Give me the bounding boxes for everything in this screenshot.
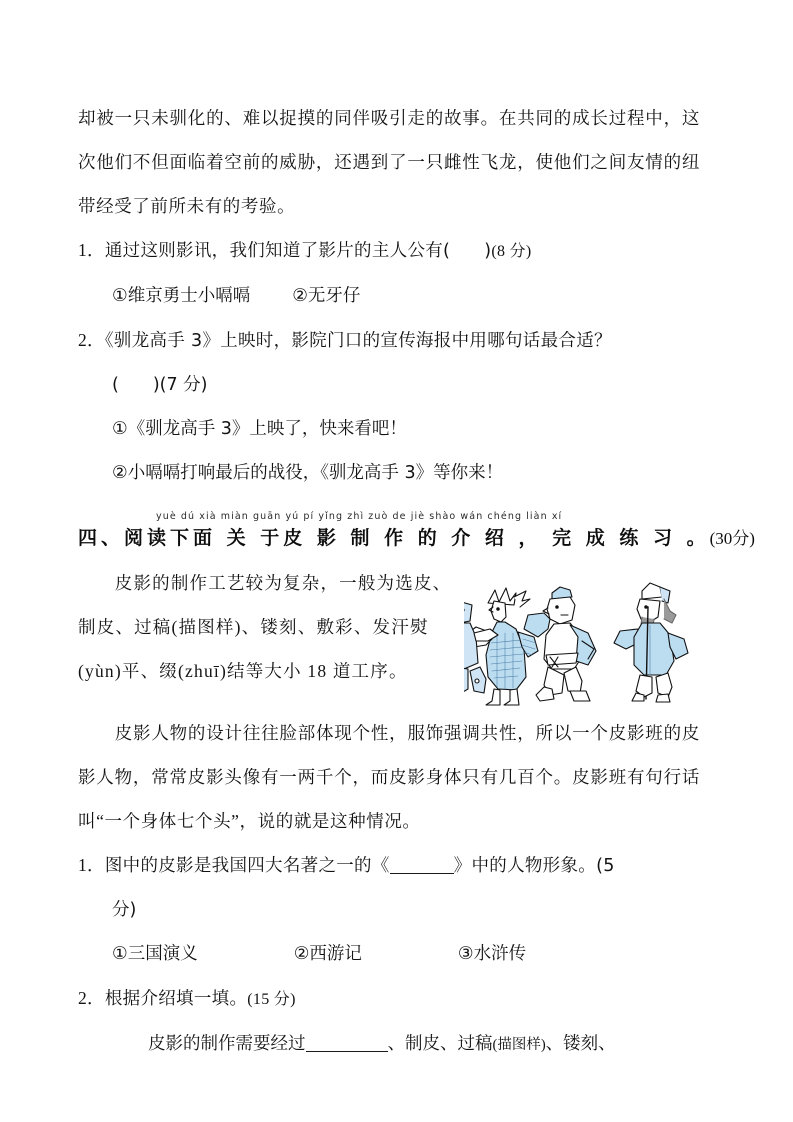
section-four-heading (78, 523, 755, 550)
section-four-heading-block (78, 511, 755, 557)
reading-q1-option-3[interactable]: ③水浒传 (457, 944, 527, 964)
reading-paragraph-1: 皮影的制作工艺较为复杂，一般为选皮、制皮、过稿(描图样)、镂刻、敷彩、发汗熨(yùn)平、缀(zhuī)结等大小 18 道工序。 (78, 573, 452, 681)
reading-q1-option-2[interactable]: ②西游记 (293, 944, 362, 964)
reading-question-1 (78, 843, 700, 888)
reading-question-1-number: 1． (78, 855, 105, 875)
section-four-pinyin: yuè dú xià miàn guān yú pí yǐng zhì zuò de jiè shào wán chéng liàn xí (156, 511, 563, 522)
film-question-1-options (78, 274, 700, 318)
section-four-score: (30分) (709, 529, 755, 548)
reading-question-2-number: 2． (78, 988, 105, 1008)
film-question-1-stem-tail: ) (484, 241, 492, 261)
film-question-2-score: (7 分) (159, 375, 208, 395)
reading-q1-option-1[interactable]: ①三国演义 (112, 944, 198, 964)
fill-text-b: 、制皮、过稿 (387, 1034, 493, 1054)
reading-paragraph-2: 皮影人物的设计往往脸部体现个性，服饰强调共性，所以一个皮影班的皮影人物，常常皮影头像有一两千个，而皮影身体只有几百个。皮影班有句行话叫“一个身体七个头”，说的就是这种情况。 (78, 723, 700, 831)
reading-question-2-score: (15 分) (247, 991, 296, 1008)
reading-question-2-fill-line (78, 1022, 700, 1067)
reading-question-2-blank[interactable] (306, 1051, 388, 1052)
film-question-2-stem: 《驯龙高手 3》上映时，影院门口的宣传海报中用哪句话最合适？ (104, 331, 612, 351)
reading-question-2-stem: 根据介绍填一填。 (104, 989, 248, 1009)
answer-paren-open: ( (112, 375, 119, 395)
reading-question-1-score-cont: 分) (112, 900, 137, 920)
shadow-puppet-illustration (464, 577, 700, 709)
fill-text-c: 、镂刻、 (545, 1034, 616, 1054)
answer-paren-close: ) (152, 375, 160, 395)
film-q2-option-1[interactable]: ①《驯龙高手 3》上映了，快来看吧！ (112, 419, 407, 439)
reading-question-1-options (78, 932, 700, 976)
fill-note: (描图样) (492, 1037, 546, 1053)
passage-top-paragraph: 却被一只未驯化的、难以捉摸的同伴吸引走的故事。在共同的成长过程中，这次他们不但面临着空前的威胁，还遇到了一只雌性飞龙，使他们之间友情的纽带经受了前所未有的考验。 (78, 108, 700, 216)
page-content (78, 96, 755, 1067)
film-question-1-stem: 通过这则影讯，我们知道了影片的主人公有( (104, 241, 451, 261)
film-question-2-number: 2． (78, 330, 105, 350)
reading-question-1-stem-b: 》中的人物形象。(5 (453, 856, 615, 876)
film-question-2-answer-line (78, 363, 700, 407)
reading-question-1-blank[interactable] (390, 873, 454, 874)
reading-question-2 (78, 976, 700, 1022)
film-question-1-number: 1． (78, 240, 105, 260)
film-q1-option-1[interactable]: ①维京勇士小嗝嗝 (112, 286, 251, 306)
reading-question-1-stem-a: 图中的皮影是我国四大名著之一的《 (104, 856, 390, 876)
film-q1-option-2[interactable]: ②无牙仔 (292, 286, 361, 306)
fill-text-a: 皮影的制作需要经过 (148, 1034, 306, 1054)
film-question-1 (78, 228, 700, 274)
passage-with-figure (78, 561, 700, 711)
film-question-2 (78, 318, 700, 363)
film-question-1-score: (8 分) (491, 243, 532, 260)
section-four-heading-text: 四、阅读下面 关 于皮 影 制 作 的 介 绍 ， 完 成 练 习 。 (78, 527, 710, 549)
film-q2-option-2[interactable]: ②小嗝嗝打响最后的战役，《驯龙高手 3》等你来！ (112, 463, 504, 483)
